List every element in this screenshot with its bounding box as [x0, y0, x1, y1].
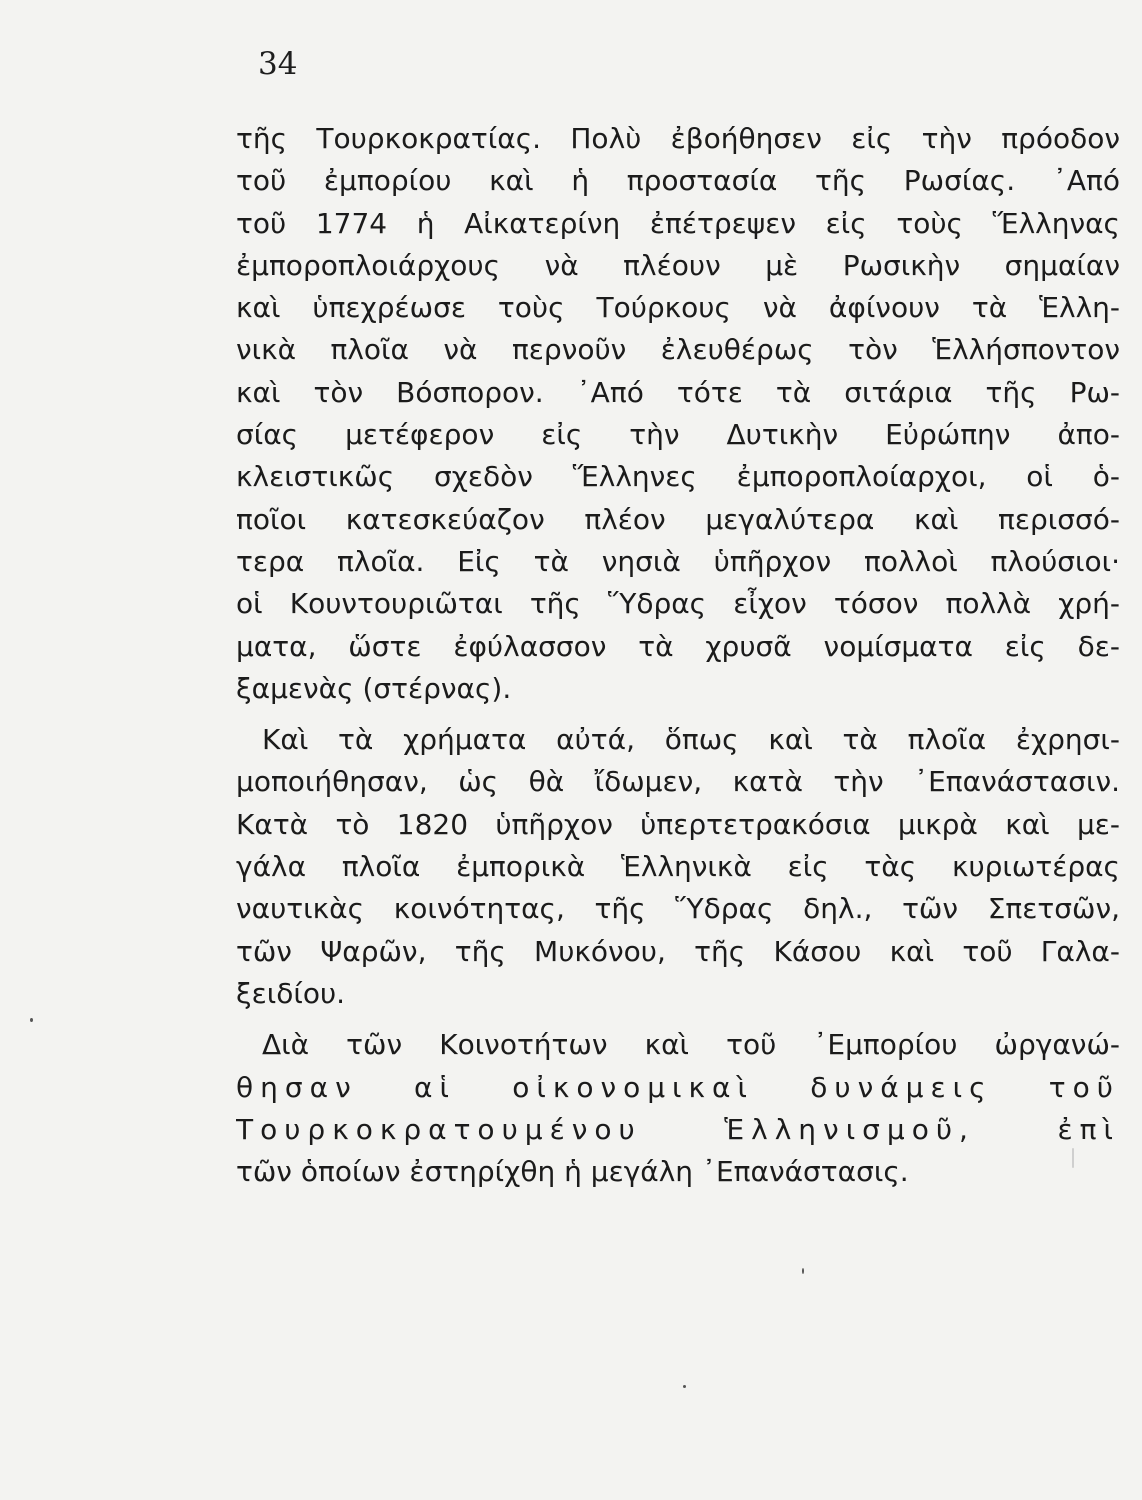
text-line: τῶν ὁποίων ἐστηρίχθη ἡ μεγάλη ᾿Επανάστασις.	[236, 1155, 909, 1189]
text-line: ξειδίου.	[236, 976, 346, 1010]
text-line: ποῖοι κατεσκεύαζον πλέον μεγαλύτερα καὶ περισσό-	[236, 502, 1120, 536]
text-line: καὶ ὑπεχρέωσε τοὺς Τούρκους νὰ ἀφίνουν τὰ Ἑλλη-	[236, 291, 1120, 325]
text-line: τοῦ ἐμπορίου καὶ ἡ προστασία τῆς Ρωσίας. ᾿Από	[236, 164, 1120, 198]
text-line: ξαμενὰς (στέρνας).	[236, 671, 512, 705]
text-line: Καὶ τὰ χρήματα αὐτά, ὅπως καὶ τὰ πλοῖα ἐχρησι-	[262, 723, 1120, 757]
text-line: ματα, ὥστε ἐφύλασσον τὰ χρυσᾶ νομίσματα εἰς δε-	[236, 629, 1120, 663]
text-line: ἐμποροπλοιάρχους νὰ πλέουν μὲ Ρωσικὴν σημαίαν	[236, 248, 1120, 282]
text-line: μοποιήθησαν, ὡς θὰ ἴδωμεν, κατὰ τὴν ᾿Επανάστασιν.	[236, 765, 1120, 799]
text-line: σίας μετέφερον εἰς τὴν Δυτικὴν Εὐρώπην ἀπο-	[236, 418, 1120, 452]
text-line: τῆς Τουρκοκρατίας. Πολὺ ἐβοήθησεν εἰς τὴν πρόοδον	[236, 122, 1120, 155]
page-number: 34	[258, 46, 298, 82]
text-line: Κατὰ τὸ 1820 ὑπῆρχον ὑπερτετρακόσια μικρὰ καὶ με-	[236, 807, 1120, 841]
paper-speck	[802, 1268, 804, 1274]
text-line: οἱ Κουντουριῶται τῆς Ὕδρας εἶχον τόσον πολλὰ χρή-	[236, 587, 1120, 621]
paragraph-3	[236, 1024, 1120, 1193]
text-line: Τουρκοκρατουμένου Ἑλληνισμοῦ, ἐπὶ	[236, 1112, 1120, 1146]
text-line: Διὰ τῶν Κοινοτήτων καὶ τοῦ ᾿Εμπορίου ὠργανώ-	[262, 1028, 1120, 1062]
paragraph-2	[236, 719, 1120, 1015]
paragraph-1	[236, 118, 1120, 710]
text-line: ναυτικὰς κοινότητας, τῆς Ὕδρας δηλ., τῶν Σπετσῶν,	[236, 892, 1120, 926]
text-line: γάλα πλοῖα ἐμπορικὰ Ἑλληνικὰ εἰς τὰς κυριωτέρας	[236, 850, 1120, 884]
paper-speck	[30, 1018, 33, 1022]
paper-speck	[683, 1385, 686, 1388]
text-line: τερα πλοῖα. Εἰς τὰ νησιὰ ὑπῆρχον πολλοὶ πλούσιοι·	[236, 544, 1120, 578]
text-line: τοῦ 1774 ἡ Αἰκατερίνη ἐπέτρεψεν εἰς τοὺς Ἕλληνας	[236, 206, 1120, 240]
text-line: νικὰ πλοῖα νὰ περνοῦν ἐλευθέρως τὸν Ἑλλήσποντον	[236, 333, 1120, 367]
text-line: τῶν Ψαρῶν, τῆς Μυκόνου, τῆς Κάσου καὶ τοῦ Γαλα-	[236, 934, 1120, 968]
text-line: καὶ τὸν Βόσπορον. ᾿Από τότε τὰ σιτάρια τῆς Ρω-	[236, 375, 1120, 409]
body-text	[236, 118, 1120, 1193]
text-line: κλειστικῶς σχεδὸν Ἕλληνες ἐμποροπλοίαρχοι, οἱ ὁ-	[236, 460, 1120, 494]
paper-speck	[1072, 1148, 1074, 1168]
text-line: θησαν αἱ οἰκονομικαὶ δυνάμεις τοῦ	[236, 1070, 1120, 1104]
